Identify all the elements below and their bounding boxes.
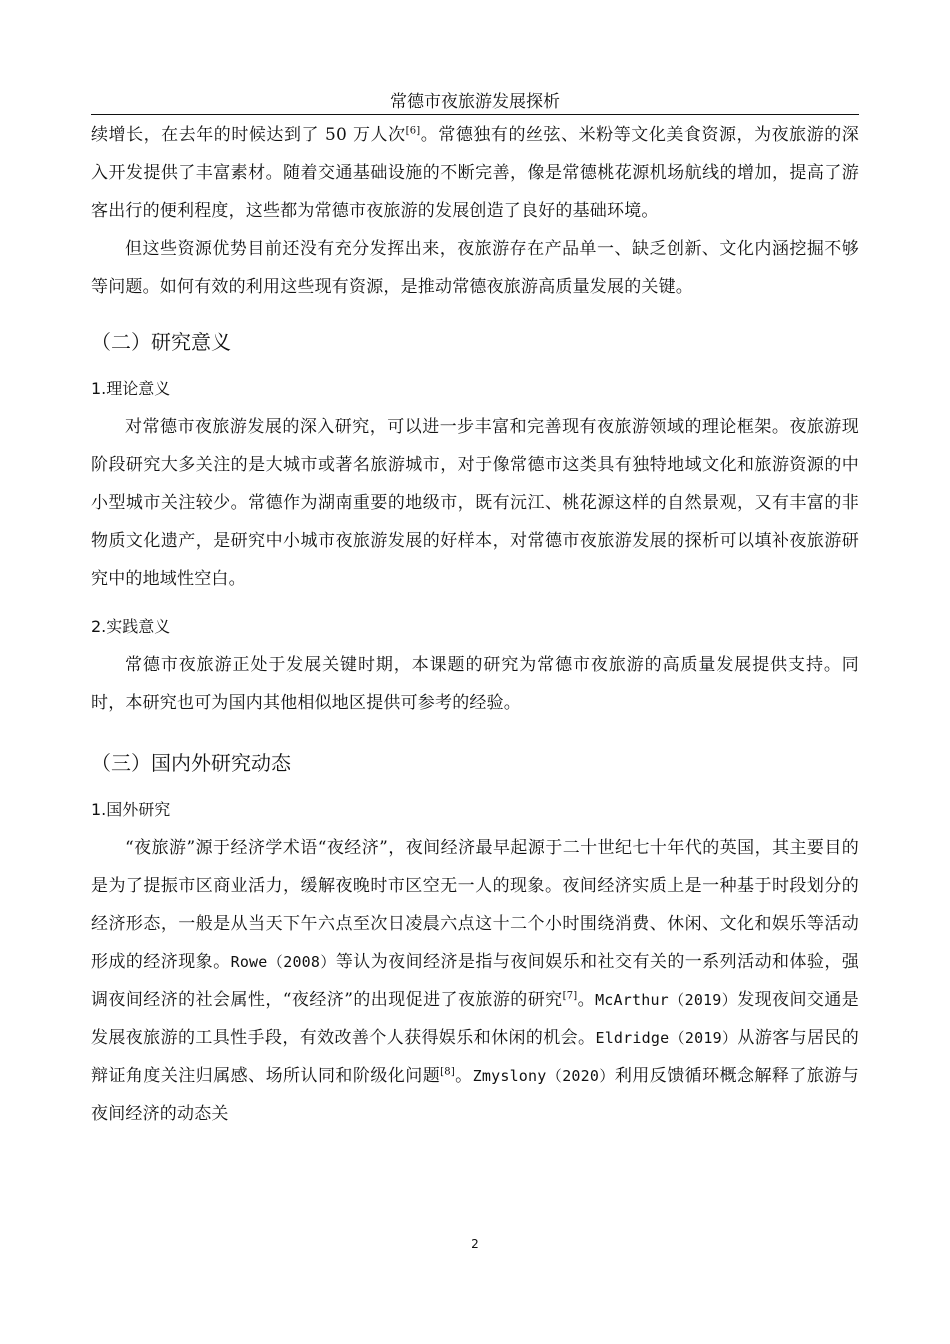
- author-rowe: Rowe（2008）: [230, 953, 336, 971]
- paragraph-text: 。: [577, 990, 596, 1010]
- author-mcarthur: McArthur（2019）: [595, 991, 738, 1009]
- page-body: [91, 116, 859, 1133]
- paragraph-visitor-growth: [91, 116, 859, 230]
- author-zmyslony: Zmyslony（2020）: [472, 1067, 615, 1085]
- subheading-foreign-research: 1.国外研究: [91, 800, 171, 819]
- author-eldridge: Eldridge（2019）: [595, 1029, 738, 1047]
- section-heading-research-status: （三）国内外研究动态: [91, 751, 291, 775]
- subheading-theoretical-significance: 1.理论意义: [91, 379, 171, 398]
- page-number: 2: [471, 1237, 479, 1251]
- section-heading-research-significance: （二）研究意义: [91, 330, 231, 354]
- paragraph-text: 等认为夜间经济是指与夜间娱乐和社交有关的一系列活动和体验，强调夜间经济的社会属性，“夜经济”的出现促进了夜旅游的研究: [91, 952, 860, 1010]
- paragraph-text: 从游客与居民的辩证角度关注归属感、场所认同和阶级化问题: [91, 1028, 859, 1086]
- subheading-practical-significance: 2.实践意义: [91, 617, 171, 636]
- paragraph-theoretical-significance: 对常德市夜旅游发展的深入研究，可以进一步丰富和完善现有夜旅游领域的理论框架。夜旅游现阶段研究大多关注的是大城市或著名旅游城市，对于像常德市这类具有独特地域文化和旅游资源的中小型城市关注较少。常德作为湖南重要的地级市，既有沅江、桃花源这样的自然景观，又有丰富的非物质文化遗产，是研究中小城市夜旅游发展的好样本，对常德市夜旅游发展的探析可以填补夜旅游研究中的地域性空白。: [91, 417, 859, 589]
- paragraph-resource-issues: 但这些资源优势目前还没有充分发挥出来，夜旅游存在产品单一、缺乏创新、文化内涵挖掘不够等问题。如何有效的利用这些现有资源，是推动常德夜旅游高质量发展的关键。: [91, 239, 859, 297]
- paragraph-text: 发现夜间交通是发展夜旅游的工具性手段，有效改善个人获得娱乐和休闲的机会。: [91, 990, 860, 1048]
- citation-7: [7]: [562, 990, 578, 1002]
- paragraph-text: 利用反馈循环概念解释了旅游与夜间经济的动态关: [91, 1066, 859, 1124]
- citation-8: [8]: [440, 1066, 455, 1078]
- paragraph-foreign-research: [91, 829, 859, 1133]
- citation-6: [6]: [405, 125, 421, 137]
- paragraph-text: 。常德独有的丝弦、米粉等文化美食资源，为夜旅游的深入开发提供了丰富素材。随着交通基础设施的不断完善，像是常德桃花源机场航线的增加，提高了游客出行的便利程度，这些都为常德市夜旅游的发展创造了良好的基础环境。: [91, 125, 859, 221]
- running-header-title: 常德市夜旅游发展探析: [390, 92, 560, 112]
- paragraph-text: “夜旅游”源于经济学术语“夜经济”，夜间经济最早起源于二十世纪七十年代的英国，其主要目的是为了提振市区商业活力，缓解夜晚时市区空无一人的现象。夜间经济实质上是一种基于时段划分的经济形态，一般是从当天下午六点至次日凌晨六点这十二个小时围绕消费、休闲、文化和娱乐等活动形成的经济现象。: [91, 838, 859, 972]
- paragraph-practical-significance: 常德市夜旅游正处于发展关键时期，本课题的研究为常德市夜旅游的高质量发展提供支持。同时，本研究也可为国内其他相似地区提供可参考的经验。: [91, 655, 859, 713]
- header-divider: [91, 114, 859, 115]
- paragraph-text: 。: [454, 1066, 473, 1086]
- paragraph-text: 续增长，在去年的时候达到了 50 万人次: [91, 125, 406, 145]
